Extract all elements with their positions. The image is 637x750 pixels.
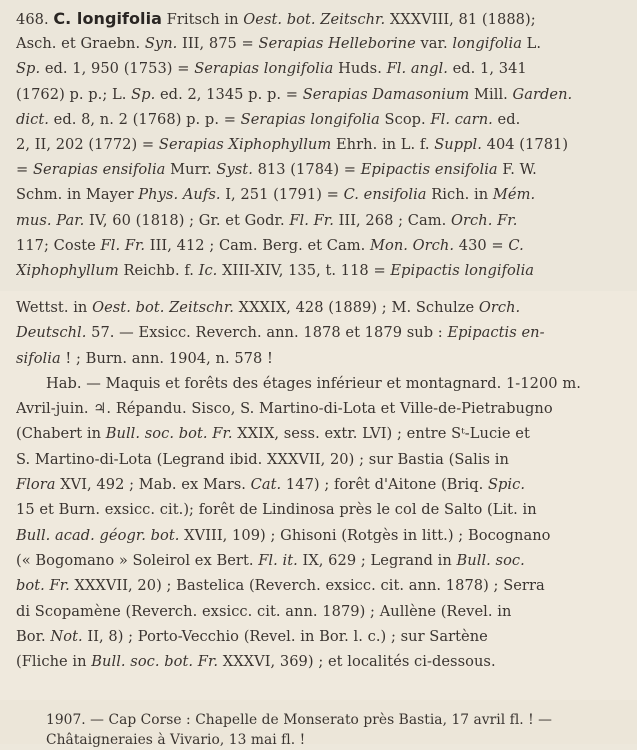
text-segment: F. W. <box>497 161 537 179</box>
text-segment: Reichb. f. <box>118 261 199 279</box>
text-segment: Orch. Fr. <box>451 211 518 229</box>
text-segment: IX, 629 ; Legrand in <box>297 551 457 569</box>
text-segment: Scop. <box>379 110 431 128</box>
text-segment: Cat. <box>250 476 282 494</box>
text-segment: Avril-juin. ♃. Répandu. Sisco, S. Martino-di-Lota et Ville-de-Pietrabugno <box>16 400 553 418</box>
text-line <box>16 182 627 207</box>
text-segment: Fl. Fr. <box>100 236 146 254</box>
text-segment: 15 et Burn. exsicc. cit.); forêt de Lindinosa près le col de Salto (Lit. in <box>16 501 537 519</box>
text-segment: Fl. it. <box>258 551 298 569</box>
text-segment: sifolia <box>16 349 61 367</box>
text-segment: Wettst. in <box>16 299 93 316</box>
synonymy-block <box>0 0 637 291</box>
text-segment: Asch. et Graebn. <box>16 35 145 53</box>
text-segment: var. <box>415 35 453 53</box>
text-segment: (« Bogomano » Soleirol ex Bert. <box>16 551 259 569</box>
text-segment: Flora <box>16 476 56 494</box>
text-segment: Serapias Xiphophyllum <box>158 135 332 153</box>
text-line <box>16 157 627 182</box>
collection-block <box>0 700 637 748</box>
text-segment: III, 875 = <box>177 35 259 53</box>
text-line <box>16 421 627 446</box>
text-segment: C. <box>508 236 524 254</box>
text-segment: ed. 8, n. 2 (1768) p. p. = <box>48 110 241 128</box>
text-segment: Spic. <box>487 476 526 494</box>
text-segment: bot. Fr. <box>16 577 70 595</box>
text-segment: Bull. soc. <box>456 551 525 569</box>
text-segment: Garden. <box>512 85 573 103</box>
text-segment: Serapias ensifolia <box>32 161 166 179</box>
text-line <box>16 396 627 421</box>
text-segment: ed. 1, 341 <box>447 60 527 78</box>
text-segment: dict. <box>16 110 49 128</box>
text-line <box>16 56 627 81</box>
text-segment: di Scopamène (Reverch. exsicc. cit. ann. 1879) ; Aullène (Revel. in <box>16 602 512 620</box>
text-segment: Bor. <box>16 627 51 645</box>
text-segment: longifolia <box>452 35 522 53</box>
text-segment: 147) ; forêt d'Aitone (Briq. <box>281 476 488 494</box>
text-segment: Syn. <box>144 35 178 53</box>
habitat-block <box>0 291 637 700</box>
text-segment: Phys. Aufs. <box>138 186 221 204</box>
text-segment: XXXVIII, 81 (1888); <box>385 11 536 28</box>
text-segment: XXIX, sess. extr. LVI) ; entre Sᵗ-Lucie et <box>232 425 530 443</box>
text-segment: Châtaigneraies à Vivario, 13 mai fl. ! <box>46 732 306 748</box>
text-line <box>16 497 627 522</box>
text-segment: I, 251 (1791) = <box>220 186 344 204</box>
text-segment: XVI, 492 ; Mab. ex Mars. <box>55 476 251 494</box>
text-line <box>16 649 627 674</box>
text-segment: III, 412 ; Cam. Berg. et Cam. <box>145 236 370 254</box>
text-line <box>16 472 627 497</box>
text-segment: Bull. soc. bot. Fr. <box>91 653 219 671</box>
text-segment: Not. <box>50 627 83 645</box>
text-line <box>16 82 627 107</box>
text-segment: Oest. bot. Zeitschr. <box>92 299 234 316</box>
text-line <box>16 107 627 132</box>
text-segment: Mon. Orch. <box>369 236 455 254</box>
text-line <box>16 573 627 598</box>
text-segment: 813 (1784) = <box>252 161 361 179</box>
text-segment: Xiphophyllum <box>16 261 119 279</box>
text-segment: ed. 1, 950 (1753) = <box>40 60 195 78</box>
text-line <box>16 447 627 472</box>
text-segment: Bull. acad. géogr. bot. <box>16 526 180 544</box>
text-segment: L. <box>521 35 542 53</box>
text-segment: (Fliche in <box>16 653 92 671</box>
text-segment: Fritsch in <box>161 11 244 28</box>
text-segment: Suppl. <box>434 135 482 153</box>
text-segment: Huds. <box>333 60 387 78</box>
text-line <box>16 599 627 624</box>
text-segment: Sp. <box>131 85 156 103</box>
text-line <box>16 346 627 371</box>
text-segment: ed. 2, 1345 p. p. = <box>155 85 303 103</box>
text-segment: (1762) p. p.; L. <box>16 85 132 103</box>
text-segment: XXXIX, 428 (1889) ; M. Schulze <box>233 299 479 316</box>
text-line <box>16 548 627 573</box>
text-segment: Fl. angl. <box>386 60 448 78</box>
text-segment: C. ensifolia <box>343 186 427 204</box>
text-segment: 1907. — Cap Corse : Chapelle de Monserato près Bastia, 17 avril fl. ! — <box>46 712 553 728</box>
text-segment: Schm. in Mayer <box>16 186 139 204</box>
text-segment: Serapias longifolia <box>194 60 334 78</box>
text-segment: 404 (1781) <box>481 135 569 153</box>
text-segment: Hab. — Maquis et forêts des étages inférieur et montagnard. 1-1200 m. <box>46 374 581 392</box>
text-line <box>16 132 627 157</box>
text-segment: Epipactis ensifolia <box>360 161 498 179</box>
text-segment: 2, II, 202 (1772) = <box>16 135 159 153</box>
text-line <box>46 710 627 730</box>
text-line <box>16 258 627 283</box>
text-segment: 468. <box>16 11 54 28</box>
text-segment: IV, 60 (1818) ; Gr. et Godr. <box>84 211 290 229</box>
text-segment: 57. — Exsicc. Reverch. ann. 1878 et 1879 sub : <box>86 324 448 342</box>
text-segment: S. Martino-di-Lota (Legrand ibid. XXXVII, 20) ; sur Bastia (Salis in <box>16 450 509 468</box>
text-segment: III, 268 ; Cam. <box>333 211 451 229</box>
text-segment: Sp. <box>16 60 41 78</box>
text-segment: XXXVII, 20) ; Bastelica (Reverch. exsicc. cit. ann. 1878) ; Serra <box>69 577 545 595</box>
text-segment: Fl. Fr. <box>289 211 334 229</box>
text-segment: Serapias Damasonium <box>302 85 470 103</box>
text-segment: Deutschl. <box>16 324 87 342</box>
text-segment: Murr. <box>165 161 217 179</box>
text-segment: XIII-XIV, 135, t. 118 = <box>217 261 391 279</box>
text-segment: Ic. <box>198 261 218 279</box>
text-line <box>16 208 627 233</box>
text-line <box>46 730 627 750</box>
text-segment: Epipactis longifolia <box>390 261 535 279</box>
text-line <box>16 371 627 396</box>
text-segment: Ehrh. in L. f. <box>331 135 435 153</box>
text-segment: Serapias Helleborine <box>258 35 416 53</box>
text-line <box>16 6 627 31</box>
text-line <box>16 523 627 548</box>
text-segment: Mém. <box>492 186 536 204</box>
text-segment: = <box>16 161 33 179</box>
text-segment: Serapias longifolia <box>240 110 380 128</box>
species-name: C. longifolia <box>53 9 162 28</box>
text-line <box>16 320 627 345</box>
text-segment: Bull. soc. bot. Fr. <box>105 425 233 443</box>
text-segment: Fl. carn. <box>430 110 493 128</box>
text-line <box>16 624 627 649</box>
text-segment: Rich. in <box>426 186 493 204</box>
text-segment: XXXVI, 369) ; et localités ci-dessous. <box>218 653 496 671</box>
text-segment: Syst. <box>216 161 253 179</box>
text-line <box>16 295 627 320</box>
text-line <box>16 233 627 258</box>
text-segment: mus. Par. <box>16 211 85 229</box>
text-segment: II, 8) ; Porto-Vecchio (Revel. in Bor. l. c.) ; sur Sartène <box>82 627 488 645</box>
text-segment: 430 = <box>454 236 509 254</box>
text-segment: (Chabert in <box>16 425 106 443</box>
text-segment: Mill. <box>469 85 513 103</box>
text-line <box>16 31 627 56</box>
text-segment: ed. <box>492 110 521 128</box>
text-segment: 117; Coste <box>16 236 101 254</box>
text-segment: ! ; Burn. ann. 1904, n. 578 ! <box>60 349 273 367</box>
text-segment: Epipactis en- <box>447 324 545 342</box>
text-segment: XVIII, 109) ; Ghisoni (Rotgès in litt.) ; Bocognano <box>179 526 551 544</box>
text-segment: Oest. bot. Zeitschr. <box>243 11 386 28</box>
text-segment: Orch. <box>478 299 521 316</box>
